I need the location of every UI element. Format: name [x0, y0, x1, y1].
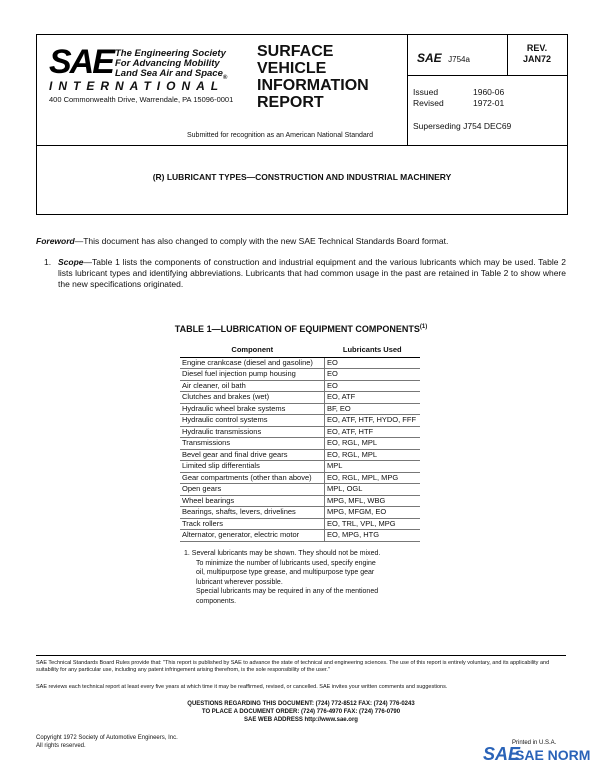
- component-cell: Wheel bearings: [180, 495, 325, 507]
- lubricants-cell: EO, ATF: [325, 392, 421, 404]
- footer-divider: [36, 655, 566, 656]
- column-header-component: Component: [180, 344, 325, 357]
- component-cell: Hydraulic control systems: [180, 415, 325, 427]
- component-cell: Alternator, generator, electric motor: [180, 530, 325, 542]
- component-cell: Open gears: [180, 484, 325, 496]
- document-title: (R) LUBRICANT TYPES—CONSTRUCTION AND INDUSTRIAL MACHINERY: [152, 172, 452, 182]
- lubricants-cell: EO, RGL, MPL, MPG: [325, 472, 421, 484]
- table-row: [180, 392, 420, 404]
- lubricants-cell: EO, TRL, VPL, MPG: [325, 518, 421, 530]
- lubricants-cell: MPG, MFGM, EO: [325, 507, 421, 519]
- lubricants-cell: EO, RGL, MPL: [325, 449, 421, 461]
- issue-info: Issued 1960-06 Revised 1972-01 Superseding J754 DEC69: [413, 87, 512, 131]
- component-cell: Gear compartments (other than above): [180, 472, 325, 484]
- issued-date: 1960-06: [473, 87, 505, 97]
- lubricants-cell: EO: [325, 357, 421, 369]
- contact-info: QUESTIONS REGARDING THIS DOCUMENT: (724) 772-8512 FAX: (724) 776-0243 TO PLACE A DOCUMENT ORDER: (724) 776-4970 FAX: (724) 776-0790 SAE WEB ADDRESS http://www.sae.org: [187, 701, 415, 723]
- table-row: [180, 403, 420, 415]
- lubricants-cell: EO, MPG, HTG: [325, 530, 421, 542]
- standard-number: SAE J754a: [417, 51, 470, 65]
- title-box: [36, 144, 568, 215]
- table-row: [180, 518, 420, 530]
- footer-note-review: SAE reviews each technical report at least every five years at which time it may be reaffirmed, revised, or cancelled. SAE invites your written comments and suggestions.: [36, 684, 448, 690]
- lubrication-table: [180, 344, 420, 542]
- component-cell: Air cleaner, oil bath: [180, 380, 325, 392]
- superseding: Superseding J754 DEC69: [413, 121, 512, 131]
- printed-in: Printed in U.S.A.: [512, 740, 557, 746]
- table-notes: 1. Several lubricants may be shown. They should not be mixed. To minimize the number of lubricants used, specify engine oil, multipurpose type grease, and multipurpose type gear lubricant wherever possible. Special lubricants may be required in any of the mentioned components.: [184, 550, 381, 605]
- component-cell: Diesel fuel injection pump housing: [180, 369, 325, 381]
- international-wordmark: INTERNATIONAL: [49, 79, 225, 93]
- component-cell: Transmissions: [180, 438, 325, 450]
- lubricants-cell: EO, ATF, HTF, HYDO, FFF: [325, 415, 421, 427]
- component-cell: Bevel gear and final drive gears: [180, 449, 325, 461]
- table-row: [180, 380, 420, 392]
- scope-paragraph: 1. Scope—Table 1 lists the components of construction and industrial equipment and the various lubricants which may be used. Table 2 lists lubricant types and identifying abbreviations. Lubricants that had common usage in the past are retained in Table 2 to show where the new specifications originated.: [44, 257, 566, 289]
- table-row: [180, 438, 420, 450]
- table-row: [180, 472, 420, 484]
- sae-small-logo: SAE: [417, 51, 442, 65]
- column-header-lubricants: Lubricants Used: [325, 344, 421, 357]
- table-row: [180, 369, 420, 381]
- lubricants-cell: MPG, MFL, WBG: [325, 495, 421, 507]
- submitted-note: Submitted for recognition as an American National Standard: [187, 132, 373, 139]
- component-cell: Hydraulic transmissions: [180, 426, 325, 438]
- component-cell: Clutches and brakes (wet): [180, 392, 325, 404]
- society-name: The Engineering Society For Advancing Mobility Land Sea Air and Space$_®$: [115, 48, 228, 81]
- copyright: Copyright 1972 Society of Automotive Engineers, Inc. All rights reserved.: [36, 735, 178, 749]
- footer-note-rules: SAE Technical Standards Board Rules provide that: "This report is published by SAE to advance the state of technical and engineering sciences. The use of this report is entirely voluntary, and its applicability and suitability for any particular use, including any patent infringement arising therefrom, is the sole responsibility of the user.": [36, 660, 550, 673]
- lubricants-cell: EO: [325, 369, 421, 381]
- component-cell: Engine crankcase (diesel and gasoline): [180, 357, 325, 369]
- lubricants-cell: EO, RGL, MPL: [325, 438, 421, 450]
- header-frame: [36, 34, 568, 146]
- sae-norm-stamp: SAE SAE NORM: [483, 744, 591, 764]
- component-cell: Bearings, shafts, levers, drivelines: [180, 507, 325, 519]
- component-cell: Track rollers: [180, 518, 325, 530]
- society-address: 400 Commonwealth Drive, Warrendale, PA 15096-0001: [49, 95, 234, 104]
- lubricants-cell: MPL: [325, 461, 421, 473]
- lubricants-cell: BF, EO: [325, 403, 421, 415]
- sae-logo: [49, 45, 259, 93]
- table-row: [180, 449, 420, 461]
- foreword-paragraph: Foreword—This document has also changed to comply with the new SAE Technical Standards Board format.: [36, 236, 449, 246]
- table-row: [180, 484, 420, 496]
- lubricants-cell: EO: [325, 380, 421, 392]
- sae-logo-mark: SAE: [49, 43, 113, 81]
- table-row: [180, 415, 420, 427]
- table-row: [180, 357, 420, 369]
- table-row: [180, 426, 420, 438]
- table-row: [180, 461, 420, 473]
- component-cell: Limited slip differentials: [180, 461, 325, 473]
- lubricants-cell: EO, ATF, HTF: [325, 426, 421, 438]
- table-1-title: TABLE 1—LUBRICATION OF EQUIPMENT COMPONENTS$^{(1)}$: [174, 324, 428, 334]
- table-row: [180, 507, 420, 519]
- revision-box: REV. JAN72: [522, 43, 551, 64]
- table-row: [180, 530, 420, 542]
- document-type: SURFACE VEHICLE INFORMATION REPORT: [257, 43, 369, 111]
- revised-date: 1972-01: [473, 98, 505, 108]
- component-cell: Hydraulic wheel brake systems: [180, 403, 325, 415]
- table-row: [180, 495, 420, 507]
- lubricants-cell: MPL, OGL: [325, 484, 421, 496]
